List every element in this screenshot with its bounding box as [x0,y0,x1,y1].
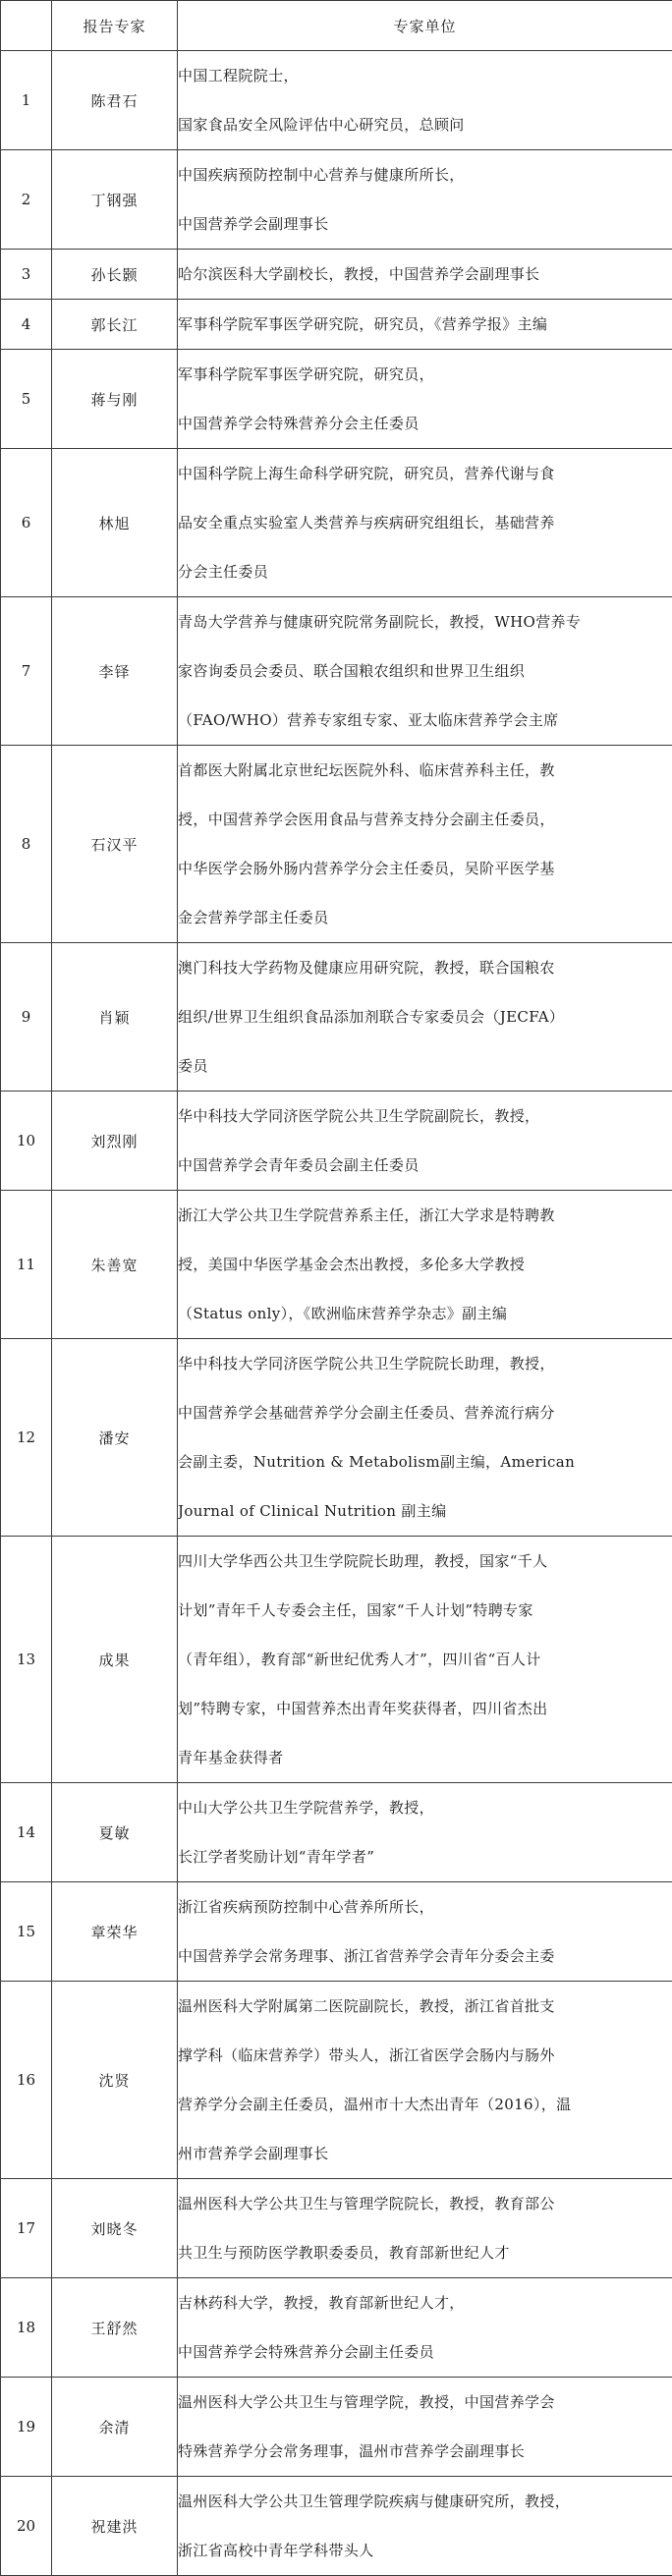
expert-unit [178,2378,672,2477]
expert-unit-line: 中国营养学会特殊营养分会副主任委员 [178,2327,672,2377]
expert-unit-line: 中国营养学会基础营养学分会副主任委员、营养流行病分 [178,1388,672,1437]
table-row [1,2278,672,2378]
expert-name: 李铎 [52,597,178,746]
table-row [1,1092,672,1191]
expert-unit-line: 青岛大学营养与健康研究院常务副院长，教授，WHO营养专 [178,597,672,646]
expert-name: 王舒然 [52,2278,178,2378]
expert-unit [178,746,672,943]
expert-unit-line: 家咨询委员会委员、联合国粮农组织和世界卫生组织 [178,646,672,696]
expert-name: 章荣华 [52,1882,178,1982]
expert-name: 刘晓冬 [52,2179,178,2278]
expert-unit-line: 华中科技大学同济医学院公共卫生学院副院长，教授， [178,1092,672,1141]
expert-name: 余清 [52,2378,178,2477]
expert-unit [178,2179,672,2278]
table-row [1,1783,672,1882]
expert-unit-line: 哈尔滨医科大学副校长，教授，中国营养学会副理事长 [178,250,672,299]
expert-unit-line: 中华医学会肠外肠内营养学分会主任委员，吴阶平医学基 [178,844,672,893]
expert-unit [178,150,672,250]
expert-unit-line: 温州医科大学公共卫生与管理学院院长，教授，教育部公 [178,2179,672,2228]
expert-name: 孙长颢 [52,250,178,300]
expert-name: 陈君石 [52,51,178,150]
row-number: 16 [1,1982,52,2179]
expert-unit [178,2278,672,2378]
table-row [1,300,672,350]
expert-unit [178,597,672,746]
row-number: 1 [1,51,52,150]
table-row [1,1982,672,2179]
expert-unit [178,449,672,597]
expert-unit-line: 中国工程院院士， [178,51,672,100]
table-row [1,449,672,597]
expert-unit-line: 金会营养学部主任委员 [178,893,672,942]
expert-unit-line: 授，美国中华医学基金会杰出教授，多伦多大学教授 [178,1240,672,1289]
expert-unit-line: 中国营养学会常务理事、浙江省营养学会青年分委会主委 [178,1932,672,1981]
row-number: 19 [1,2378,52,2477]
expert-unit-line: 温州医科大学附属第二医院副院长，教授，浙江省首批支 [178,1982,672,2031]
table-row [1,2378,672,2477]
expert-unit [178,350,672,449]
expert-unit [178,2477,672,2576]
table-row [1,746,672,943]
expert-unit-line: Journal of Clinical Nutrition 副主编 [178,1486,672,1536]
expert-unit-line: 特殊营养学分会常务理事，温州市营养学会副理事长 [178,2427,672,2476]
expert-name: 祝建洪 [52,2477,178,2576]
expert-unit-line: 会副主委，Nutrition & Metabolism副主编，American [178,1437,672,1486]
expert-unit-line: 国家食品安全风险评估中心研究员，总顾问 [178,100,672,149]
expert-unit-line: 华中科技大学同济医学院公共卫生学院院长助理，教授， [178,1339,672,1388]
expert-name: 潘安 [52,1339,178,1537]
row-number: 18 [1,2278,52,2378]
expert-unit [178,943,672,1092]
expert-name: 成果 [52,1537,178,1783]
expert-unit-line: 青年基金获得者 [178,1733,672,1782]
expert-name: 石汉平 [52,746,178,943]
expert-unit [178,1191,672,1339]
expert-unit-line: 中国营养学会特殊营养分会主任委员 [178,399,672,448]
expert-unit-line: 州市营养学会副理事长 [178,2129,672,2178]
expert-unit [178,1537,672,1783]
expert-unit-line: 组织/世界卫生组织食品添加剂联合专家委员会（JECFA） [178,992,672,1041]
expert-unit-line: 划”特聘专家，中国营养杰出青年奖获得者，四川省杰出 [178,1684,672,1733]
expert-unit [178,300,672,350]
row-number: 8 [1,746,52,943]
expert-unit-line: 品安全重点实验室人类营养与疾病研究组组长，基础营养 [178,498,672,547]
expert-unit-line: 授，中国营养学会医用食品与营养支持分会副主任委员， [178,795,672,844]
expert-unit-line: （FAO/WHO）营养专家组专家、亚太临床营养学会主席 [178,696,672,745]
table-row [1,597,672,746]
table-row [1,1882,672,1982]
header-expert-unit: 专家单位 [178,1,672,51]
expert-unit-line: 温州医科大学公共卫生管理学院疾病与健康研究所，教授， [178,2477,672,2526]
expert-unit-line: 首都医大附属北京世纪坛医院外科、临床营养科主任，教 [178,746,672,795]
table-row [1,350,672,449]
expert-name: 肖颖 [52,943,178,1092]
row-number: 10 [1,1092,52,1191]
expert-unit [178,1882,672,1982]
expert-unit-line: 军事科学院军事医学研究院，研究员，《营养学报》主编 [178,300,672,349]
expert-unit-line: 中国科学院上海生命科学研究院，研究员，营养代谢与食 [178,449,672,498]
expert-unit-line: 中国营养学会青年委员会副主任委员 [178,1141,672,1190]
expert-unit-line: 浙江大学公共卫生学院营养系主任，浙江大学求是特聘教 [178,1191,672,1240]
table-row [1,250,672,300]
expert-unit-line: 撑学科（临床营养学）带头人，浙江省医学会肠内与肠外 [178,2031,672,2080]
header-expert-name: 报告专家 [52,1,178,51]
expert-name: 刘烈刚 [52,1092,178,1191]
row-number: 20 [1,2477,52,2576]
table-body [1,51,672,2576]
row-number: 4 [1,300,52,350]
expert-unit-line: 长江学者奖励计划“青年学者” [178,1832,672,1881]
row-number: 3 [1,250,52,300]
table-row [1,1191,672,1339]
expert-unit-line: （Status only），《欧洲临床营养学杂志》副主编 [178,1289,672,1338]
expert-unit-line: 中国疾病预防控制中心营养与健康所所长， [178,150,672,199]
expert-unit-line: 四川大学华西公共卫生学院院长助理，教授，国家“千人 [178,1537,672,1586]
row-number: 6 [1,449,52,597]
expert-unit-line: （青年组），教育部“新世纪优秀人才”，四川省“百人计 [178,1635,672,1684]
expert-name: 丁钢强 [52,150,178,250]
table-row [1,1537,672,1783]
table-row [1,51,672,150]
row-number: 9 [1,943,52,1092]
expert-unit-line: 委员 [178,1041,672,1091]
table-row [1,1339,672,1537]
expert-name: 林旭 [52,449,178,597]
expert-unit-line: 军事科学院军事医学研究院，研究员， [178,350,672,399]
expert-unit-line: 中山大学公共卫生学院营养学，教授， [178,1783,672,1832]
expert-unit [178,1092,672,1191]
expert-unit-line: 共卫生与预防医学教职委委员，教育部新世纪人才 [178,2228,672,2277]
expert-unit-line: 计划”青年千人专委会主任，国家“千人计划”特聘专家 [178,1586,672,1635]
row-number: 7 [1,597,52,746]
row-number: 12 [1,1339,52,1537]
table-row [1,150,672,250]
row-number: 5 [1,350,52,449]
table-row [1,943,672,1092]
row-number: 15 [1,1882,52,1982]
expert-unit [178,1783,672,1882]
row-number: 13 [1,1537,52,1783]
table-row [1,2179,672,2278]
expert-unit-line: 浙江省疾病预防控制中心营养所所长， [178,1882,672,1932]
row-number: 11 [1,1191,52,1339]
expert-unit-line: 分会主任委员 [178,547,672,596]
expert-unit [178,1982,672,2179]
expert-unit-line: 澳门科技大学药物及健康应用研究院，教授，联合国粮农 [178,943,672,992]
table-row [1,2477,672,2576]
row-number: 14 [1,1783,52,1882]
expert-name: 夏敏 [52,1783,178,1882]
expert-unit-line: 中国营养学会副理事长 [178,199,672,249]
expert-unit-line: 吉林药科大学，教授，教育部新世纪人才， [178,2278,672,2327]
header-number [1,1,52,51]
expert-unit-line: 浙江省高校中青年学科带头人 [178,2526,672,2575]
expert-unit-line: 温州医科大学公共卫生与管理学院，教授，中国营养学会 [178,2378,672,2427]
row-number: 2 [1,150,52,250]
expert-name: 郭长江 [52,300,178,350]
expert-name: 朱善宽 [52,1191,178,1339]
expert-unit-line: 营养学分会副主任委员，温州市十大杰出青年（2016），温 [178,2080,672,2129]
expert-name: 沈贤 [52,1982,178,2179]
expert-name: 蒋与刚 [52,350,178,449]
row-number: 17 [1,2179,52,2278]
expert-unit [178,1339,672,1537]
header-row [1,1,672,51]
expert-unit [178,51,672,150]
expert-unit [178,250,672,300]
